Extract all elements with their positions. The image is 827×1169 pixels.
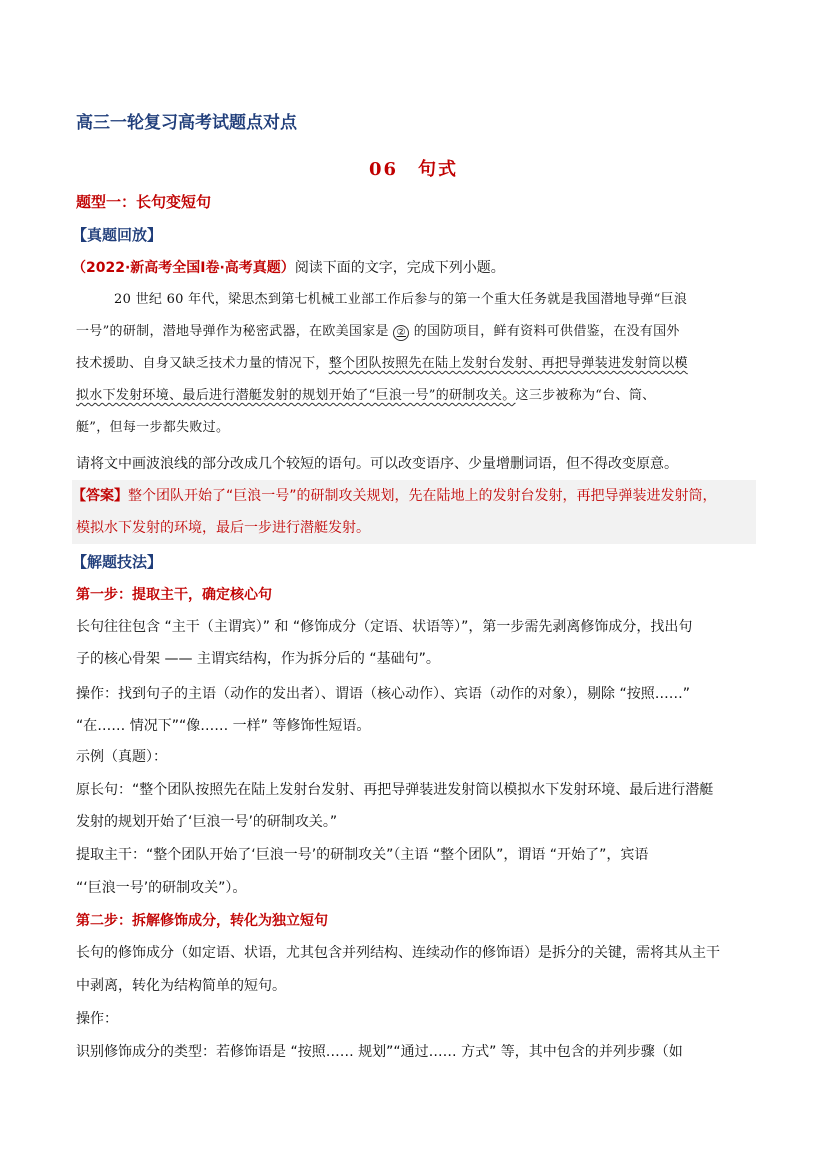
- passage-line-2: [76, 322, 756, 342]
- blank-marker: ②: [393, 325, 409, 341]
- step2-para1-line2: 中剥离，转化为结构简单的短句。: [76, 978, 286, 994]
- answer-label: 【答案】: [72, 488, 128, 504]
- wavy-underlined-text: 拟水下发射环境、最后进行潜艇发射的规划开始了“巨浪一号”的研制攻关。: [76, 388, 516, 403]
- document-header: 高三一轮复习高考试题点对点: [76, 113, 297, 133]
- step1-original-line2: 发射的规划开始了‘巨浪一号’的研制攻关。”: [76, 814, 338, 830]
- section-real-heading: 【真题回放】: [72, 226, 163, 244]
- passage-line-3: [76, 354, 756, 374]
- passage-text: 一号”的研制，潜地导弹作为秘密武器，在欧美国家是: [76, 324, 389, 339]
- passage-line-1: 20 世纪 60 年代，梁思杰到第七机械工业部工作后参与的第一个重大任务就是我国潜地导弹“巨浪: [114, 292, 688, 307]
- passage-text: 这三步被称为“台、筒、: [515, 388, 656, 403]
- passage-text: 技术援助、自身又缺乏技术力量的情况下，: [76, 356, 329, 371]
- step1-para2-line2: “在…… 情况下”“像…… 一样” 等修饰性短语。: [76, 718, 371, 734]
- step2-op-label: 操作：: [76, 1011, 118, 1027]
- passage-line-4: [76, 386, 756, 406]
- answer-text: 整个团队开始了“巨浪一号”的研制攻关规划，先在陆地上的发射台发射，再把导弹装进发射筒，: [128, 488, 717, 504]
- page-title: 06 句式: [368, 159, 459, 180]
- source-line: [72, 258, 752, 278]
- source-instruction: 阅读下面的文字，完成下列小题。: [294, 260, 505, 276]
- question-text: 请将文中画波浪线的部分改成几个较短的语句。可以改变语序、少量增删词语，但不得改变原意。: [76, 456, 678, 472]
- step2-para3-line1: 识别修饰成分的类型：若修饰语是 “按照…… 规划”“通过…… 方式” 等，其中包含的并列步骤（如: [76, 1044, 683, 1060]
- step2-title: 第二步：拆解修饰成分，转化为独立短句: [76, 913, 328, 929]
- wavy-underlined-text: 整个团队按照先在陆上发射台发射、再把导弹装进发射筒以模: [328, 356, 688, 371]
- step1-original-line1: 原长句：“整个团队按照先在陆上发射台发射、再把导弹装进发射筒以模拟水下发射环境、最后进行潜艇: [76, 782, 714, 798]
- source-tag: （2022·新高考全国Ⅰ卷·高考真题）: [72, 260, 295, 276]
- type1-heading: 题型一：长句变短句: [76, 193, 212, 211]
- step1-para1-line1: 长句往往包含 “主干（主谓宾）” 和 “修饰成分（定语、状语等）”，第一步需先剥离修饰成分，找出句: [76, 619, 693, 635]
- step1-extract-line2: “‘巨浪一号’的研制攻关”）。: [76, 880, 247, 896]
- step2-para1-line1: 长句的修饰成分（如定语、状语，尤其包含并列结构、连续动作的修饰语）是拆分的关键，需将其从主干: [76, 945, 720, 961]
- step1-title: 第一步：提取主干，确定核心句: [76, 587, 272, 603]
- step1-para2-line1: 操作：找到句子的主语（动作的发出者）、谓语（核心动作）、宾语（动作的对象），剔除 “按照……”: [76, 686, 690, 702]
- passage-line-5: 艇”，但每一步都失败过。: [76, 420, 230, 435]
- step1-example-label: 示例（真题）：: [76, 749, 167, 765]
- step1-extract-line1: 提取主干：“整个团队开始了‘巨浪一号’的研制攻关”（主语 “整个团队”，谓语 “开始了”，宾语: [76, 847, 649, 863]
- passage-text: 的国防项目，鲜有资料可供借鉴，在没有国外: [413, 324, 680, 339]
- answer-line-2: 模拟水下发射的环境，最后一步进行潜艇发射。: [76, 520, 370, 536]
- answer-line-1: [72, 486, 752, 506]
- step1-para1-line2: 子的核心骨架 —— 主谓宾结构，作为拆分后的 “基础句”。: [76, 651, 440, 667]
- section-method-heading: 【解题技法】: [72, 553, 163, 571]
